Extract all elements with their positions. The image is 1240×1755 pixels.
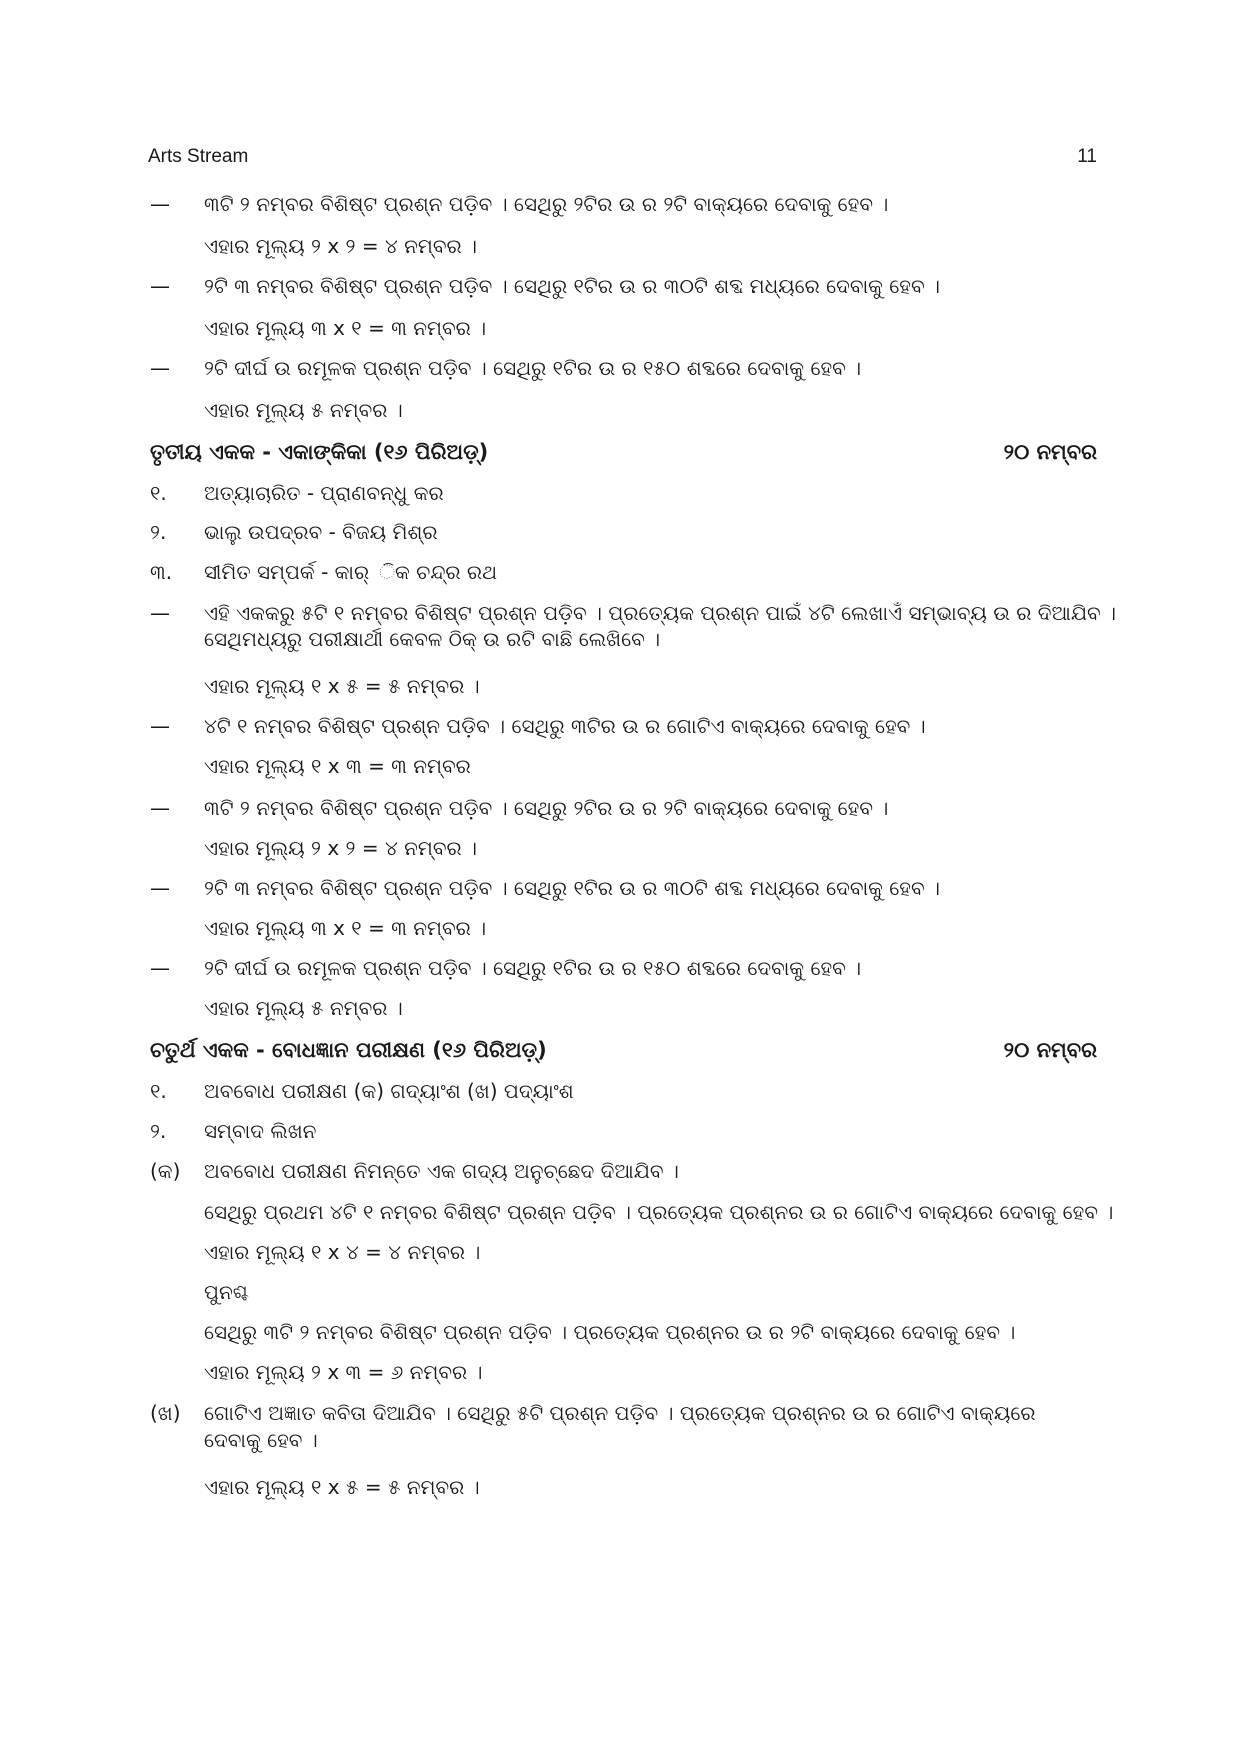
- line-text: ଏହାର ମୂଲ୍ୟ ୩ x ୧ = ୩ ନମ୍ବର ।: [204, 916, 487, 940]
- syllabus-line: [0, 515, 1240, 549]
- line-text: ୨ଟି ଦୀର୍ଘ ଉ ରମୂଳକ ପ୍ରଶ୍ନ ପଡ଼ିବ । ସେଥିରୁ ୧ଟିର ଉ ର ୧୫୦ ଶବ୍ଦରେ ଦେବାକୁ ହେବ ।: [204, 356, 862, 380]
- list-marker: —: [150, 796, 170, 820]
- syllabus-line: [0, 1235, 1240, 1269]
- unit-heading: ତୃତୀୟ ଏକକ - ଏକାଙ୍କିକା (୧୬ ପିରିଅଡ଼୍): [150, 440, 489, 464]
- line-text: ୨ଟି ୩ ନମ୍ବର ବିଶିଷ୍ଟ ପ୍ରଶ୍ନ ପଡ଼ିବ । ସେଥିରୁ ୧ଟିର ଉ ର ୩୦ଟି ଶବ୍ଦ ମଧ୍ୟରେ ଦେବାକୁ ହେବ ।: [204, 274, 940, 298]
- syllabus-line: [0, 393, 1240, 427]
- syllabus-line: [0, 269, 1240, 303]
- syllabus-line: [0, 187, 1240, 221]
- line-text: ଏହାର ମୂଲ୍ୟ ୫ ନମ୍ବର ।: [204, 996, 403, 1020]
- list-marker: ୨.: [150, 520, 167, 544]
- syllabus-line: [0, 1074, 1240, 1108]
- syllabus-line: [0, 351, 1240, 385]
- syllabus-line: [0, 1470, 1240, 1504]
- line-text: ଏହାର ମୂଲ୍ୟ ୨ x ୩ = ୬ ନମ୍ବର ।: [204, 1360, 483, 1384]
- list-marker: —: [150, 192, 170, 216]
- line-text: ଏହି ଏକକରୁ ୫ଟି ୧ ନମ୍ବର ବିଶିଷ୍ଟ ପ୍ରଶ୍ନ ପଡ଼ିବ । ପ୍ରତ୍ୟେକ ପ୍ରଶ୍ନ ପାଇଁ ୪ଟି ଲେଖାଏଁ ସମ୍ଭାବ୍ୟ ଉ ର ଦିଆଯିବ ।: [204, 601, 1117, 625]
- syllabus-line: [0, 871, 1240, 905]
- unit-heading: ଚତୁର୍ଥ ଏକକ - ବୋଧଜ୍ଞାନ ପରୀକ୍ଷଣ (୧୬ ପିରିଅଡ଼୍): [150, 1038, 547, 1062]
- syllabus-line: [0, 791, 1240, 825]
- unit-marks: ୨୦ ନମ୍ବର: [1003, 1038, 1097, 1062]
- syllabus-line: [0, 749, 1240, 783]
- line-text: ଏହାର ମୂଲ୍ୟ ୨ x ୨ = ୪ ନମ୍ବର ।: [204, 836, 478, 860]
- line-text: ଏହାର ମୂଲ୍ୟ ୩ x ୧ = ୩ ନମ୍ବର ।: [204, 316, 487, 340]
- syllabus-line: [0, 1114, 1240, 1148]
- syllabus-line: [0, 1154, 1240, 1188]
- list-marker: —: [150, 956, 170, 980]
- line-text: ୨ଟି ଦୀର୍ଘ ଉ ରମୂଳକ ପ୍ରଶ୍ନ ପଡ଼ିବ । ସେଥିରୁ ୧ଟିର ଉ ର ୧୫୦ ଶବ୍ଦରେ ଦେବାକୁ ହେବ ।: [204, 956, 862, 980]
- list-marker: ୧.: [150, 1079, 167, 1103]
- unit-marks: ୨୦ ନମ୍ବର: [1003, 440, 1097, 464]
- list-marker: ୧.: [150, 481, 167, 505]
- list-marker: —: [150, 714, 170, 738]
- running-header: Arts Stream: [148, 146, 249, 167]
- list-marker: —: [150, 274, 170, 298]
- line-text: ସେଥିରୁ ପ୍ରଥମ ୪ଟି ୧ ନମ୍ବର ବିଶିଷ୍ଟ ପ୍ରଶ୍ନ ପଡ଼ିବ । ପ୍ରତ୍ୟେକ ପ୍ରଶ୍ନର ଉ ର ଗୋଟିଏ ବାକ୍ୟରେ ଦେବାକୁ ହେବ ।: [204, 1200, 1114, 1224]
- syllabus-line: [0, 476, 1240, 510]
- syllabus-line: [0, 311, 1240, 345]
- line-text: ଏହାର ମୂଲ୍ୟ ୨ x ୨ = ୪ ନମ୍ବର ।: [204, 234, 478, 258]
- syllabus-line: [0, 622, 1240, 656]
- line-text: ସେଥିରୁ ୩ଟି ୨ ନମ୍ବର ବିଶିଷ୍ଟ ପ୍ରଶ୍ନ ପଡ଼ିବ । ପ୍ରତ୍ୟେକ ପ୍ରଶ୍ନର ଉ ର ୨ଟି ବାକ୍ୟରେ ଦେବାକୁ ହେବ ।: [204, 1320, 1016, 1344]
- syllabus-line: [0, 1355, 1240, 1389]
- list-marker: (କ): [150, 1159, 181, 1183]
- syllabus-line: [0, 1423, 1240, 1457]
- line-text: ଭାଲୁ ଉପଦ୍ରବ - ବିଜୟ ମିଶ୍ର: [204, 520, 438, 544]
- line-text: ଅବବୋଧ ପରୀକ୍ଷଣ ନିମନ୍ତେ ଏକ ଗଦ୍ୟ ଅନୁଚ୍ଛେଦ ଦିଆଯିବ ।: [204, 1159, 679, 1183]
- line-text: ୩ଟି ୨ ନମ୍ବର ବିଶିଷ୍ଟ ପ୍ରଶ୍ନ ପଡ଼ିବ । ସେଥିରୁ ୨ଟିର ଉ ର ୨ଟି ବାକ୍ୟରେ ଦେବାକୁ ହେବ ।: [204, 796, 889, 820]
- list-marker: (ଖ): [150, 1401, 181, 1425]
- syllabus-line: [0, 555, 1240, 589]
- syllabus-line: [0, 1315, 1240, 1349]
- line-text: ଏହାର ମୂଲ୍ୟ ୧ x ୩ = ୩ ନମ୍ବର: [204, 754, 471, 778]
- line-text: ଏହାର ମୂଲ୍ୟ ୧ x ୫ = ୫ ନମ୍ବର ।: [204, 674, 480, 698]
- line-text: ସେଥିମଧ୍ୟରୁ ପରୀକ୍ଷାର୍ଥୀ କେବଳ ଠିକ୍ ଉ ରଟି ବାଛି ଲେଖିବେ ।: [204, 627, 661, 651]
- syllabus-line: [0, 709, 1240, 743]
- syllabus-line: [0, 831, 1240, 865]
- line-text: ସମ୍ବାଦ ଲିଖନ: [204, 1119, 317, 1143]
- syllabus-line: [0, 1275, 1240, 1309]
- syllabus-line: [0, 229, 1240, 263]
- line-text: ଏହାର ମୂଲ୍ୟ ୧ x ୫ = ୫ ନମ୍ବର ।: [204, 1475, 480, 1499]
- list-marker: ୩.: [150, 560, 173, 584]
- syllabus-line: [0, 911, 1240, 945]
- syllabus-line: [0, 991, 1240, 1025]
- syllabus-line: [0, 669, 1240, 703]
- line-text: ଏହାର ମୂଲ୍ୟ ୧ x ୪ = ୪ ନମ୍ବର ।: [204, 1240, 481, 1264]
- list-marker: —: [150, 876, 170, 900]
- list-marker: ୨.: [150, 1119, 167, 1143]
- line-text: ୩ଟି ୨ ନମ୍ବର ବିଶିଷ୍ଟ ପ୍ରଶ୍ନ ପଡ଼ିବ । ସେଥିରୁ ୨ଟିର ଉ ର ୨ଟି ବାକ୍ୟରେ ଦେବାକୁ ହେବ ।: [204, 192, 889, 216]
- unit-heading-row: [0, 435, 1240, 469]
- line-text: ସୀମିତ ସମ୍ପର୍କ - କାର୍ ିକ ଚନ୍ଦ୍ର ରଥ: [204, 560, 498, 584]
- unit-heading-row: [0, 1033, 1240, 1067]
- line-text: ୪ଟି ୧ ନମ୍ବର ବିଶିଷ୍ଟ ପ୍ରଶ୍ନ ପଡ଼ିବ । ସେଥିରୁ ୩ଟିର ଉ ର ଗୋଟିଏ ବାକ୍ୟରେ ଦେବାକୁ ହେବ ।: [204, 714, 926, 738]
- line-text: ଅବବୋଧ ପରୀକ୍ଷଣ (କ) ଗଦ୍ୟାଂଶ (ଖ) ପଦ୍ୟାଂଶ: [204, 1079, 574, 1103]
- line-text: ୨ଟି ୩ ନମ୍ବର ବିଶିଷ୍ଟ ପ୍ରଶ୍ନ ପଡ଼ିବ । ସେଥିରୁ ୧ଟିର ଉ ର ୩୦ଟି ଶବ୍ଦ ମଧ୍ୟରେ ଦେବାକୁ ହେବ ।: [204, 876, 940, 900]
- page-number: 11: [1077, 146, 1097, 167]
- line-text: ଅତ୍ୟାଚାରିତ - ପ୍ରାଣବନ୍ଧୁ କର: [204, 481, 444, 505]
- list-marker: —: [150, 601, 170, 625]
- list-marker: —: [150, 356, 170, 380]
- line-text: ଗୋଟିଏ ଅଜ୍ଞାତ କବିତା ଦିଆଯିବ । ସେଥିରୁ ୫ଟି ପ୍ରଶ୍ନ ପଡ଼ିବ । ପ୍ରତ୍ୟେକ ପ୍ରଶ୍ନର ଉ ର ଗୋଟିଏ ବାକ୍ୟରେ: [204, 1401, 1036, 1425]
- line-text: ଏହାର ମୂଲ୍ୟ ୫ ନମ୍ବର ।: [204, 398, 403, 422]
- line-text: ପୁନଶ୍ଚ: [204, 1280, 249, 1304]
- syllabus-line: [0, 1195, 1240, 1229]
- syllabus-line: [0, 951, 1240, 985]
- line-text: ଦେବାକୁ ହେବ ।: [204, 1428, 318, 1452]
